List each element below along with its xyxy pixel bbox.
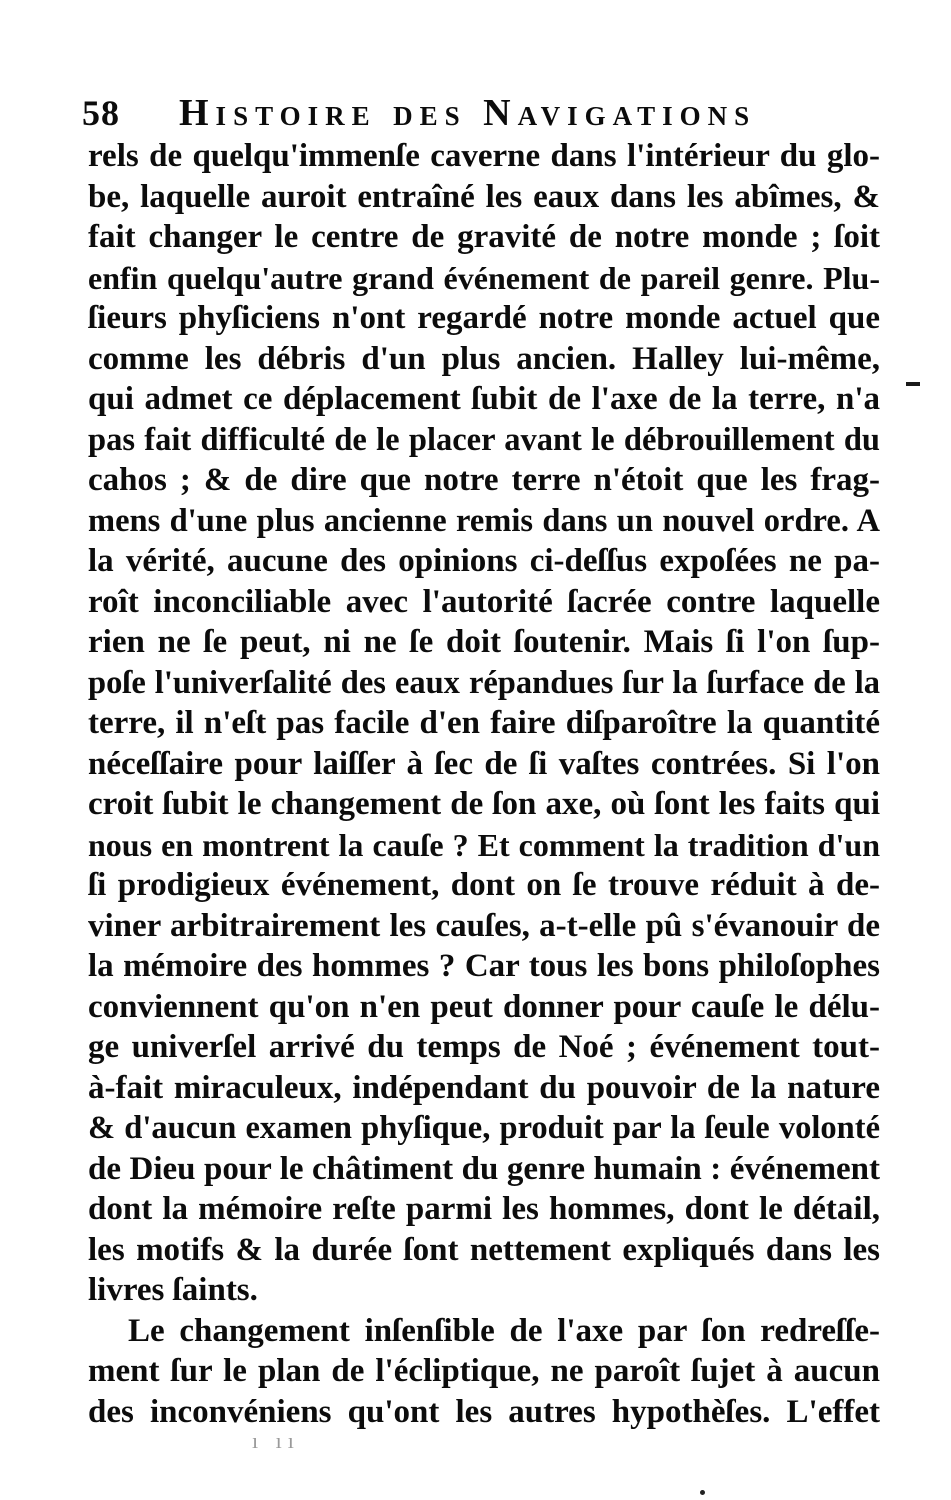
running-head bbox=[82, 88, 822, 138]
running-title: Histoire des Navigations bbox=[179, 92, 757, 134]
text-line: croit ſubit le changement de ſon axe, où ſont les faits qui bbox=[88, 786, 880, 822]
text-line: à-fait miraculeux, indépendant du pouvoir de la nature bbox=[88, 1069, 880, 1106]
text-line: roît inconciliable avec l'autorité ſacrée contre laquelle bbox=[88, 583, 880, 620]
text-line: fait changer le centre de gravité de notre monde ; ſoit bbox=[88, 219, 880, 255]
text-line: les motifs & la durée ſont nettement expliqués dans les bbox=[88, 1231, 880, 1268]
paragraph-start-line: Le changement inſenſible de l'axe par ſon redreſſe- bbox=[128, 1312, 880, 1349]
text-line: ge univerſel arrivé du temps de Noé ; événement tout- bbox=[88, 1029, 880, 1065]
text-line: rels de quelqu'immenſe caverne dans l'intérieur du glo- bbox=[88, 138, 880, 174]
body-text bbox=[88, 136, 880, 1432]
text-line: nous en montrent la cauſe ? Et comment la tradition d'un bbox=[88, 826, 880, 863]
text-line: qui admet ce déplacement ſubit de l'axe de la terre, n'a bbox=[88, 381, 880, 417]
text-line: néceſſaire pour laiſſer à ſec de ſi vaſtes contrées. Si l'on bbox=[88, 745, 880, 782]
text-line: be, laquelle auroit entraîné les eaux dans les abîmes, & bbox=[88, 178, 880, 215]
text-line: conviennent qu'on n'en peut donner pour cauſe le délu- bbox=[88, 988, 880, 1025]
text-line: comme les débris d'un plus ancien. Halley lui-même, bbox=[88, 340, 880, 377]
paragraph-end-line: livres ſaints. bbox=[88, 1272, 258, 1308]
text-line: la mémoire des hommes ? Car tous les bons philoſophes bbox=[88, 948, 880, 984]
text-line: viner arbitrairement les cauſes, a-t-elle pû s'évanouir de bbox=[88, 907, 880, 944]
margin-dash-mark bbox=[906, 382, 920, 386]
text-line: mens d'une plus ancienne remis dans un nouvel ordre. A bbox=[88, 502, 880, 539]
text-line: la vérité, aucune des opinions ci-deſſus expoſées ne pa- bbox=[88, 543, 880, 579]
bleed-through-mark: ı ıı bbox=[252, 1428, 300, 1453]
text-line: dont la mémoire reſte parmi les hommes, dont le détail, bbox=[88, 1191, 880, 1227]
text-line: enfin quelqu'autre grand événement de pareil genre. Plu- bbox=[88, 259, 880, 296]
text-line: & d'aucun examen phyſique, produit par la ſeule volonté bbox=[88, 1110, 880, 1146]
text-line: rien ne ſe peut, ni ne ſe doit ſoutenir. Mais ſi l'on ſup- bbox=[88, 624, 880, 660]
ink-speck bbox=[700, 1490, 705, 1495]
text-line: de Dieu pour le châtiment du genre humain : événement bbox=[88, 1150, 880, 1187]
text-line: terre, il n'eſt pas facile d'en faire diſparoître la quantité bbox=[88, 705, 880, 741]
text-line: pas fait difficulté de le placer avant le débrouillement du bbox=[88, 421, 880, 458]
text-line: ſi prodigieux événement, dont on ſe trouve réduit à de- bbox=[88, 867, 880, 903]
text-line: ment ſur le plan de l'écliptique, ne paroît ſujet à aucun bbox=[88, 1353, 880, 1389]
text-line: cahos ; & de dire que notre terre n'étoit que les frag- bbox=[88, 462, 880, 498]
text-line: poſe l'univerſalité des eaux répandues ſur la ſurface de la bbox=[88, 664, 880, 701]
page-number: 58 bbox=[82, 93, 120, 133]
text-line: ſieurs phyſiciens n'ont regardé notre monde actuel que bbox=[88, 300, 880, 336]
text-line: des inconvéniens qu'ont les autres hypothèſes. L'effet bbox=[88, 1393, 880, 1430]
